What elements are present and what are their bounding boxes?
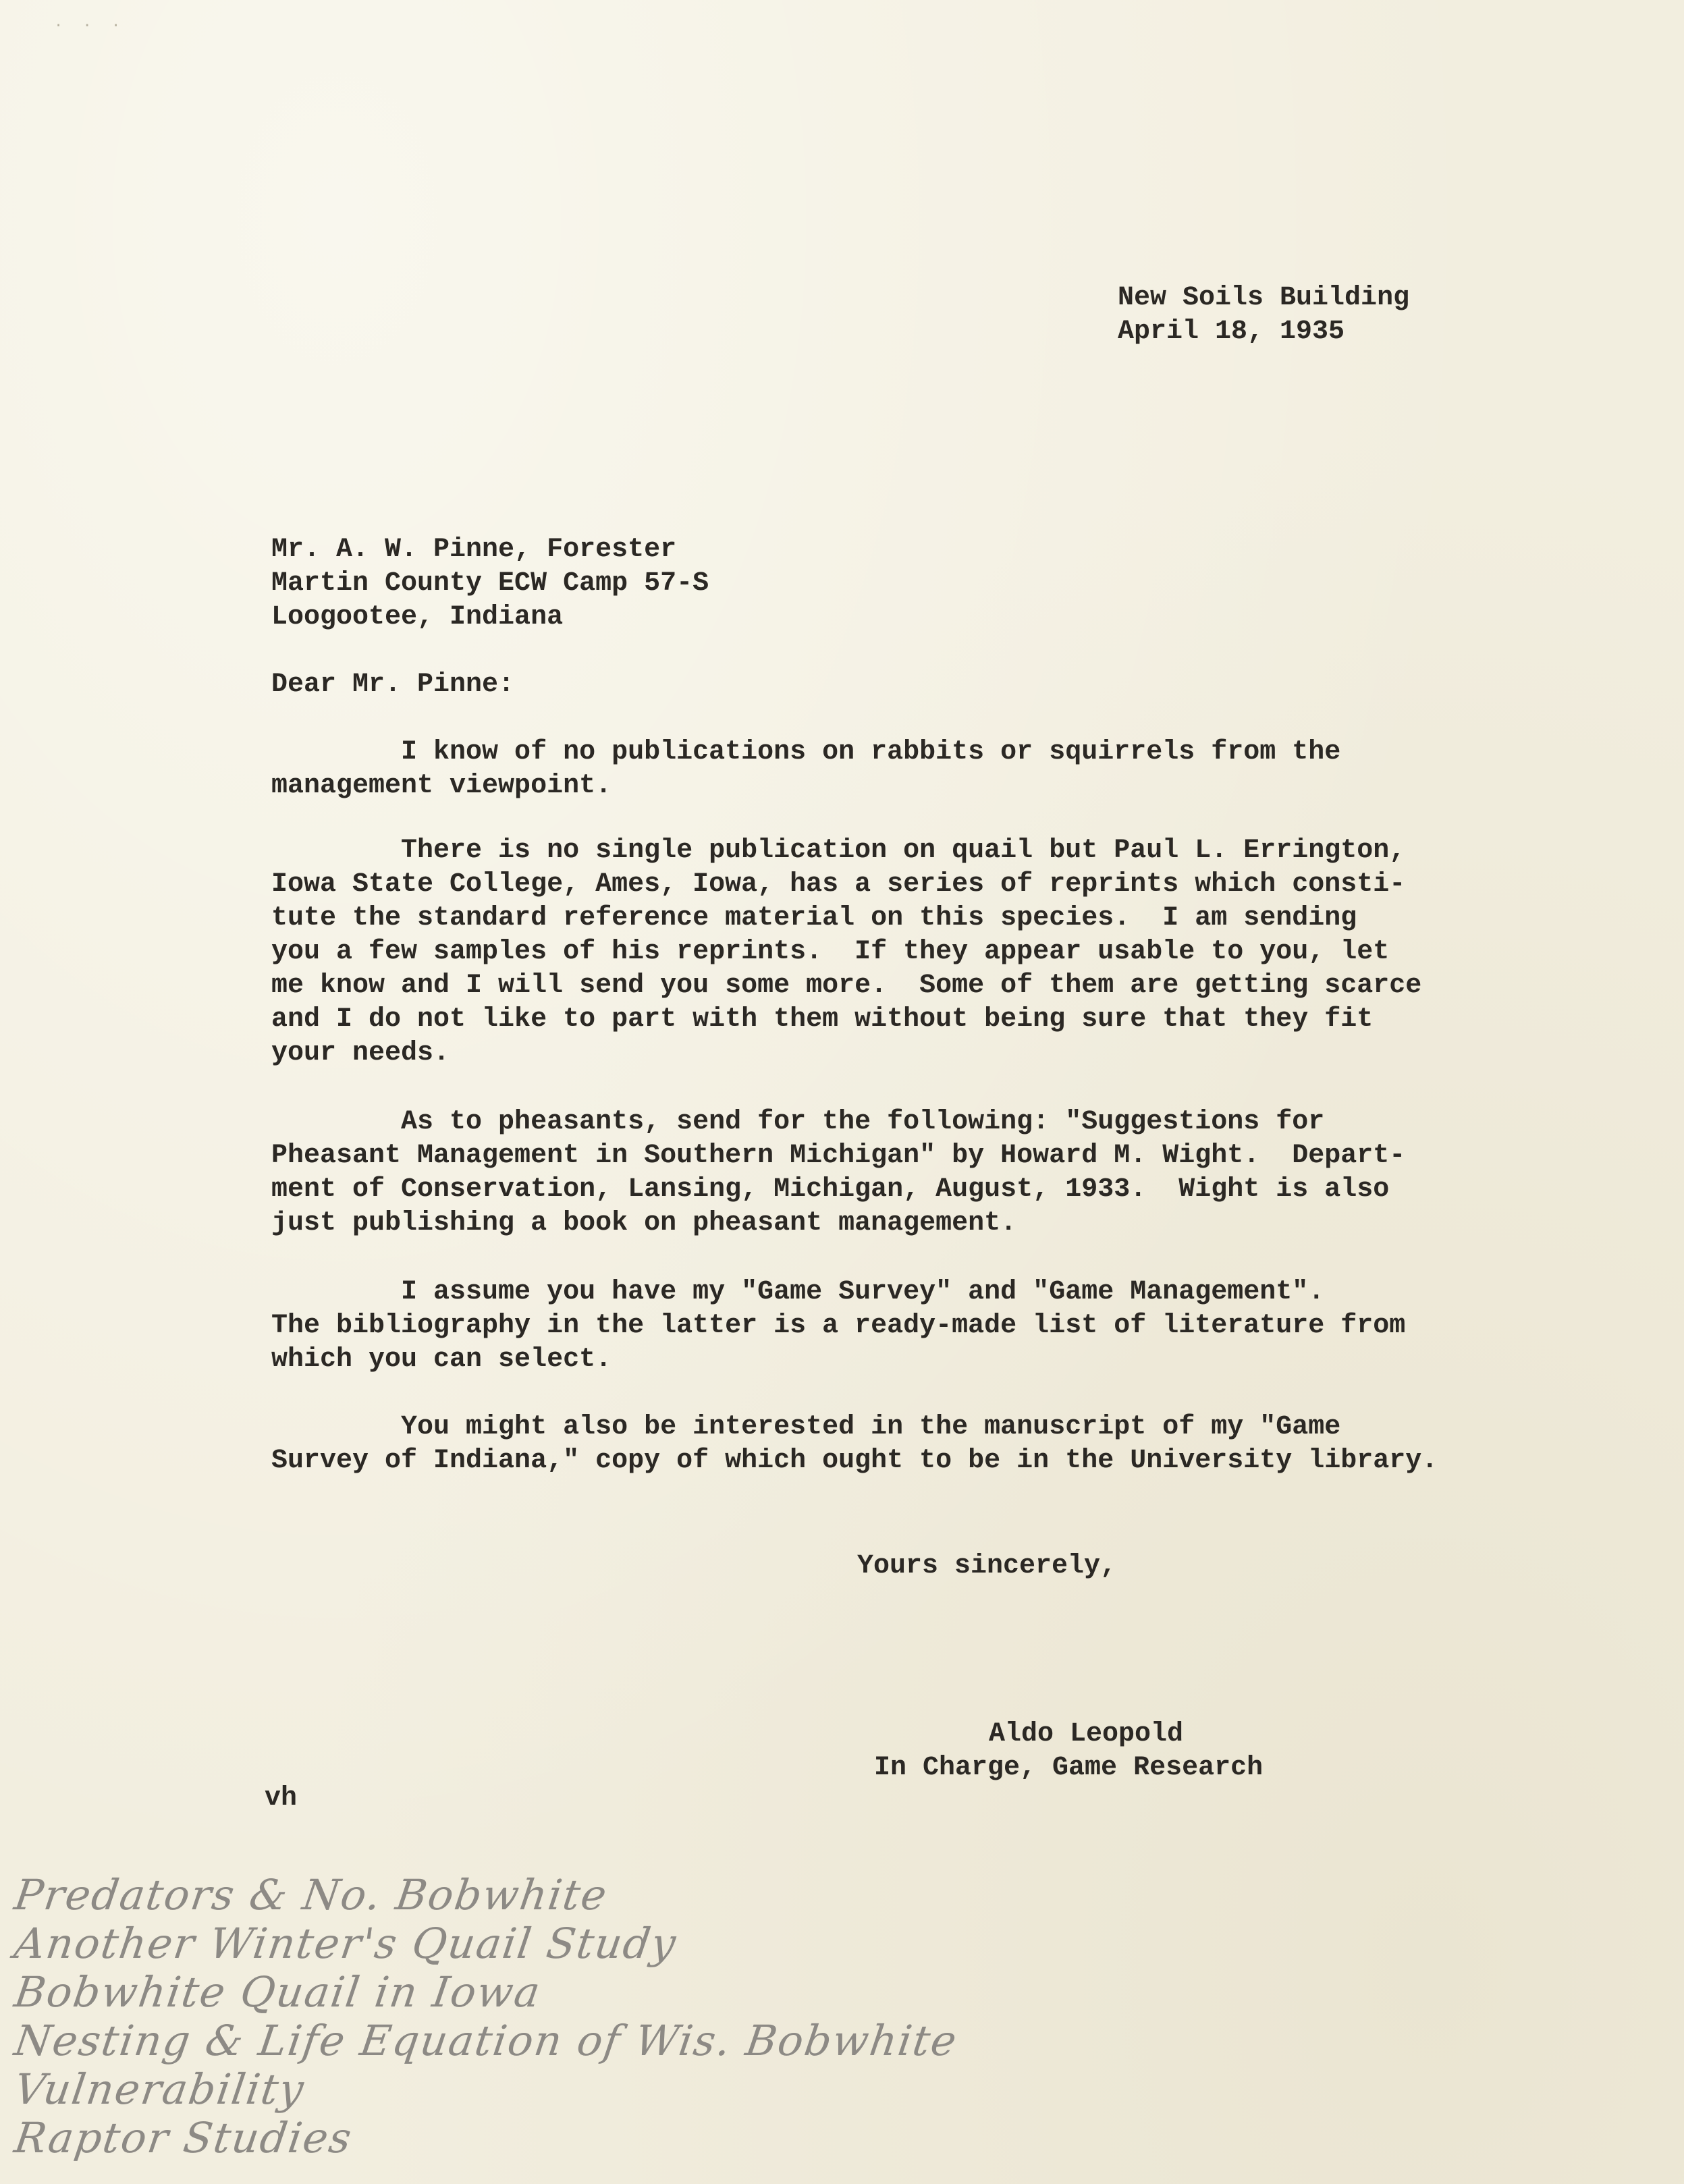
- paragraph-line: As to pheasants, send for the following: "Suggestions for: [271, 1107, 1325, 1137]
- paragraph-line: You might also be interested in the manuscript of my "Game: [271, 1412, 1341, 1442]
- paragraph-line: There is no single publication on quail but Paul L. Errington,: [271, 836, 1406, 866]
- paper-edge-mark: · · ·: [54, 18, 126, 34]
- letterhead-building: New Soils Building: [1118, 283, 1410, 313]
- recipient-organization: Martin County ECW Camp 57-S: [271, 568, 709, 599]
- paragraph-line: I know of no publications on rabbits or squirrels from the: [271, 737, 1341, 767]
- paragraph-line: Survey of Indiana," copy of which ought to be in the University library.: [271, 1446, 1438, 1476]
- handwritten-note: Predators & No. Bobwhite: [11, 1870, 612, 1919]
- body-paragraph-4: [271, 1276, 1405, 1377]
- paragraph-line: me know and I will send you some more. Some of them are getting scarce: [271, 971, 1422, 1001]
- letter-date: April 18, 1935: [1118, 317, 1345, 347]
- handwritten-note: Vulnerability: [11, 2065, 308, 2114]
- body-paragraph-1: [271, 736, 1340, 803]
- paragraph-line: tute the standard reference material on this species. I am sending: [271, 903, 1357, 933]
- complimentary-closing: Yours sincerely,: [857, 1551, 1117, 1581]
- paragraph-line: ment of Conservation, Lansing, Michigan, August, 1933. Wight is also: [271, 1174, 1390, 1205]
- body-paragraph-3: [271, 1105, 1405, 1240]
- paragraph-line: your needs.: [271, 1038, 450, 1068]
- body-paragraph-5: [271, 1411, 1438, 1478]
- paragraph-line: which you can select.: [271, 1344, 612, 1375]
- recipient-location: Loogootee, Indiana: [271, 602, 564, 632]
- paragraph-line: just publishing a book on pheasant management.: [271, 1208, 1017, 1238]
- letterhead-block: [1118, 281, 1409, 349]
- salutation: Dear Mr. Pinne:: [271, 670, 515, 700]
- paragraph-line: you a few samples of his reprints. If they appear usable to you, let: [271, 937, 1390, 967]
- paragraph-line: Pheasant Management in Southern Michigan" by Howard M. Wight. Depart-: [271, 1141, 1406, 1171]
- signer-title: In Charge, Game Research: [874, 1753, 1264, 1783]
- handwritten-note: Bobwhite Quail in Iowa: [11, 1967, 545, 2017]
- signer-name: Aldo Leopold: [989, 1719, 1184, 1749]
- paragraph-line: Iowa State College, Ames, Iowa, has a series of reprints which consti-: [271, 869, 1406, 900]
- typist-initials: vh: [265, 1783, 298, 1813]
- handwritten-note: Raptor Studies: [11, 2113, 356, 2162]
- body-paragraph-2: [271, 834, 1421, 1070]
- paragraph-line: and I do not like to part with them without being sure that they fit: [271, 1004, 1374, 1035]
- inside-address: [271, 533, 709, 634]
- recipient-name: Mr. A. W. Pinne, Forester: [271, 535, 677, 565]
- paragraph-line: I assume you have my "Game Survey" and "Game Management".: [271, 1277, 1325, 1307]
- handwritten-note: Nesting & Life Equation of Wis. Bobwhite: [11, 2016, 961, 2065]
- handwritten-note: Another Winter's Quail Study: [11, 1919, 680, 1968]
- handwritten-notes: [11, 1870, 961, 2162]
- paragraph-line: management viewpoint.: [271, 771, 612, 801]
- paragraph-line: The bibliography in the latter is a ready-made list of literature from: [271, 1311, 1406, 1341]
